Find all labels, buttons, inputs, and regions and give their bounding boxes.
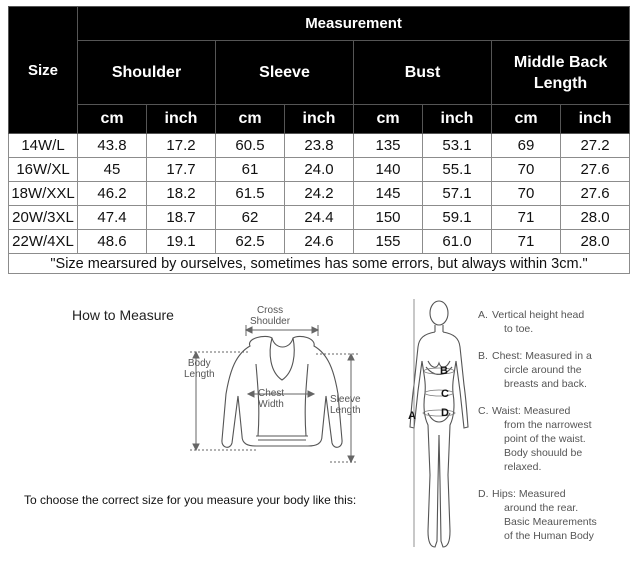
table-cell: 23.8	[285, 134, 354, 158]
middle-back-length-header: Middle Back Length	[492, 41, 630, 105]
body-letter-c: C	[441, 388, 449, 400]
table-cell: 27.2	[561, 134, 630, 158]
table-cell: 70	[492, 182, 561, 206]
definition-c: C. Waist: Measured from the narrowest point of the waist. Body shouuld be relaxed.	[478, 405, 592, 473]
size-cell: 18W/XXL	[9, 182, 78, 206]
table-cell: 27.6	[561, 158, 630, 182]
table-cell: 46.2	[78, 182, 147, 206]
table-cell: 140	[354, 158, 423, 182]
unit-header: cm	[354, 105, 423, 134]
unit-header: cm	[216, 105, 285, 134]
table-cell: 62	[216, 206, 285, 230]
body-figure-diagram	[404, 295, 474, 565]
size-note: "Size mearsured by ourselves, sometimes has some errors, but always within 3cm."	[9, 254, 630, 274]
table-cell: 57.1	[423, 182, 492, 206]
table-cell: 53.1	[423, 134, 492, 158]
shoulder-header: Shoulder	[78, 41, 216, 105]
measure-guide	[0, 290, 639, 569]
body-letter-d: D	[441, 407, 449, 419]
table-cell: 19.1	[147, 230, 216, 254]
definition-a: A. Vertical height head to toe.	[478, 309, 585, 335]
body-length-label: Body Length	[184, 358, 215, 380]
table-cell: 61	[216, 158, 285, 182]
size-cell: 20W/3XL	[9, 206, 78, 230]
size-cell: 14W/L	[9, 134, 78, 158]
table-cell: 150	[354, 206, 423, 230]
bust-header: Bust	[354, 41, 492, 105]
chest-width-label: Chest Width	[258, 388, 285, 410]
table-cell: 62.5	[216, 230, 285, 254]
cross-shoulder-label: Cross Shoulder	[250, 305, 291, 327]
table-cell: 71	[492, 230, 561, 254]
size-column-header: Size	[9, 7, 78, 134]
table-cell: 24.2	[285, 182, 354, 206]
table-cell: 70	[492, 158, 561, 182]
size-cell: 16W/XL	[9, 158, 78, 182]
table-row	[9, 158, 630, 182]
unit-header: inch	[147, 105, 216, 134]
unit-header: cm	[492, 105, 561, 134]
unit-header: inch	[561, 105, 630, 134]
size-chart-table	[8, 6, 630, 274]
table-cell: 60.5	[216, 134, 285, 158]
measurement-definitions	[478, 308, 638, 556]
table-cell: 43.8	[78, 134, 147, 158]
definition-b: B. Chest: Measured in a circle around the breasts and back.	[478, 350, 592, 390]
table-cell: 135	[354, 134, 423, 158]
table-cell: 155	[354, 230, 423, 254]
size-cell: 22W/4XL	[9, 230, 78, 254]
sleeve-length-label: Sleeve Length	[330, 394, 361, 416]
table-cell: 45	[78, 158, 147, 182]
table-cell: 24.0	[285, 158, 354, 182]
body-letter-a: A	[408, 410, 416, 422]
unit-header: inch	[423, 105, 492, 134]
how-to-measure-title: How to Measure	[72, 307, 174, 323]
table-row	[9, 206, 630, 230]
table-cell: 47.4	[78, 206, 147, 230]
table-cell: 17.2	[147, 134, 216, 158]
table-cell: 61.0	[423, 230, 492, 254]
table-row	[9, 182, 630, 206]
table-cell: 55.1	[423, 158, 492, 182]
unit-header: inch	[285, 105, 354, 134]
table-cell: 71	[492, 206, 561, 230]
table-cell: 48.6	[78, 230, 147, 254]
table-cell: 69	[492, 134, 561, 158]
choose-size-instruction: To choose the correct size for you measure your body like this:	[24, 493, 357, 507]
unit-header: cm	[78, 105, 147, 134]
table-cell: 27.6	[561, 182, 630, 206]
table-cell: 61.5	[216, 182, 285, 206]
table-cell: 18.2	[147, 182, 216, 206]
table-cell: 24.4	[285, 206, 354, 230]
table-cell: 145	[354, 182, 423, 206]
table-cell: 24.6	[285, 230, 354, 254]
definition-d: D. Hips: Measured around the rear. Basic Meaurements of the Human Body	[478, 488, 597, 542]
table-cell: 17.7	[147, 158, 216, 182]
table-cell: 28.0	[561, 206, 630, 230]
table-cell: 59.1	[423, 206, 492, 230]
body-letter-b: B	[440, 365, 448, 377]
sleeve-header: Sleeve	[216, 41, 354, 105]
table-row	[9, 230, 630, 254]
measurement-header: Measurement	[78, 7, 630, 41]
table-cell: 28.0	[561, 230, 630, 254]
table-row	[9, 134, 630, 158]
table-cell: 18.7	[147, 206, 216, 230]
